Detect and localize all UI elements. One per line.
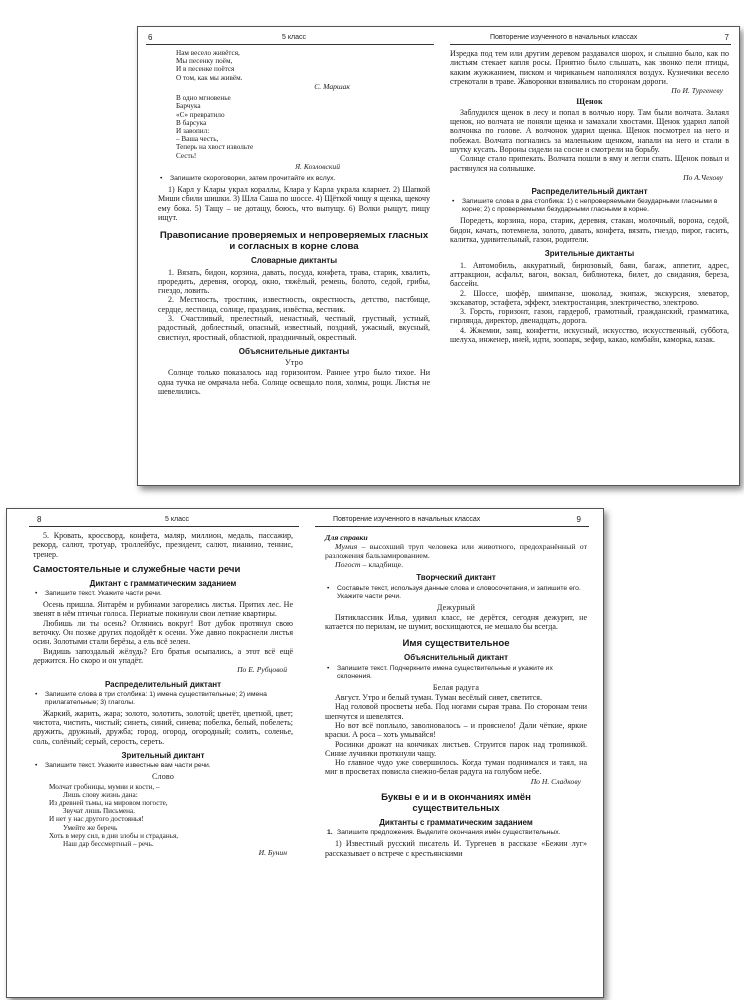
poem-author: С. Маршак: [314, 81, 350, 91]
page-number: 8: [37, 515, 42, 524]
subsection-title: Диктанты с грамматическим заданием: [379, 818, 533, 828]
section-title: Буквы е и и в окончаниях имён существительных: [381, 792, 531, 815]
text-author: По А.Чехову: [683, 172, 723, 182]
text-paragraph: Над головой просветы неба. Под ногами сырая трава. По сторонам тени шепчутся и шевелятся.: [325, 702, 587, 721]
section-title: Самостоятельные и служебные части речи: [33, 563, 241, 575]
task-instruction: • Запишите текст. Укажите части речи.: [35, 590, 162, 598]
poem-line: Молчат гробницы, мумии и кости, –: [49, 782, 160, 791]
subsection-title: Объяснительные диктанты: [238, 346, 350, 356]
task-instruction: • Запишите слова в три столбика: 1) имена существительные; 2) имена прилагательные; 3) глаголы.: [35, 690, 267, 706]
poem-line: Мы песенку поём,: [176, 57, 233, 66]
task-instruction: • Запишите скороговорки, затем прочитайте их вслух.: [160, 175, 336, 183]
word-list: 2. Шоссе, шофёр, шимпанзе, шоколад, экипаж, экскурсия, элеватор, экскаватор, эстафета, эффект, электростанция, электричество, электрово.: [450, 288, 729, 307]
running-head-title: Повторение изученного в начальных классах: [333, 516, 481, 523]
text-title: Дежурный: [436, 602, 476, 612]
subsection-title: Распределительный диктант: [531, 187, 648, 197]
poem-line: О том, как мы живём.: [176, 73, 243, 82]
page-number: 7: [724, 33, 729, 42]
page-body: [158, 49, 430, 481]
subsection-title: Словарные диктанты: [250, 256, 338, 266]
page-number: 6: [148, 33, 153, 42]
poem-line: Нам весело живётся,: [176, 49, 240, 57]
word-list: 1. Автомобиль, аккуратный, бирюзовый, баян, багаж, аппетит, адрес, аттракцион, асфальт, вагон, вокзал, библиотека, билет, до свидания, береза, бассейн.: [450, 260, 729, 289]
text-paragraph: Но главное чудо уже совершилось. Когда туман поднимался и таял, на миг в просветах повисла снежно-белая радуга на голубом небе.: [325, 758, 587, 777]
poem-line: Хоть в меру сил, в дни злобы и страданья,: [49, 831, 179, 840]
reference-entry: Погост – кладбище.: [335, 560, 404, 570]
poem-line: Барчука: [176, 102, 201, 111]
text-title: Щенок: [576, 97, 603, 107]
bottom-book-spread: [6, 508, 604, 998]
poem-author: И. Бунин: [258, 848, 287, 858]
poem-line: Сесть!: [176, 151, 197, 160]
poem-line: В барсука: [176, 118, 207, 127]
vocab-dictation-1: 1. Вязать, бидон, корзина, давать, посуда, конфета, трава, старик, хвалить, проредить, деревня, огород, окно, тяжёлый, ремень, болото, седой, грибы, гнездо, ловить.: [158, 267, 430, 296]
text-paragraph: Росинки дрожат на кончиках листьев. Струится парок над тропинкой. Синие лучинки проткнули чащу.: [325, 739, 587, 758]
text-author: По Е. Рубцовой: [237, 665, 287, 675]
poem-line: Умейте же беречь: [63, 823, 118, 832]
word-list: Поредеть, корзина, нора, старик, деревня, стакан, молочный, ворона, седой, бидон, качать, потемнела, золото, давать, конфета, вязать, гнездо, пирог, гасить, калитка, удивительный, газон, родители.: [450, 216, 729, 245]
page-body: [325, 531, 587, 993]
subsection-title: Зрительные диктанты: [544, 249, 635, 259]
page-7: [442, 27, 739, 485]
header-rule: [450, 44, 731, 45]
poem-title: Слово: [151, 772, 175, 782]
text-paragraph: Солнце стало припекать. Волчата пошли в яму и легли спать. Щенок повыл и растянулся на солнышке.: [450, 154, 729, 173]
poem-line: В одно мгновенье: [176, 94, 231, 103]
section-title: Имя существительное: [402, 638, 510, 650]
word-list: Жаркий, жарить, жара; золото, золотить, золотой; цветёт, цветной, цвет; чистота, чистить, чистый; синеть, синий, синева; побелка, белый, побелеть; дружить, дружный, дружба; город, огород, огородный; солить, соленье, соль, солёный; серый, серость, сереть.: [33, 708, 293, 746]
word-list: 4. Жжемии, заяц, конфетти, искусный, искусство, искусственный, суббота, шелуха, инженер, иней, идти, зоопарк, зефир, какао, комбайн, каморка, казак.: [450, 325, 729, 345]
text-paragraph: Осень пришла. Янтарём и рубинами загорелись листья. Притих лес. Не звенят в нём птичьи голоса. Пернатые покинули свои летние квартиры.: [33, 600, 293, 619]
poem-line: – Ваша честь,: [176, 135, 219, 144]
text-paragraph: Изредка под тем или другим деревом раздавался шорох, и слышно было, как по листьям стекает капля росы. Приятно было слышать, как звонко пели птицы, каким жужжанием, писком и чириканьем наполнялся воздух. Кузнечики весело стрекотали в траве. Жаворонки взвивались по сторонам дороги.: [450, 49, 729, 86]
page-6: [138, 27, 442, 485]
page-body: [33, 531, 293, 993]
text-paragraph: Август. Утро и белый туман. Туман весёлый сияет, светится.: [335, 693, 542, 703]
task-instruction: 1. Запишите предложения. Выделите окончания имён существительных.: [327, 829, 561, 837]
poem-line: И нет у нас другого достоянья!: [49, 815, 144, 824]
header-rule: [315, 526, 589, 527]
poem-line: «С» превратило: [176, 110, 225, 119]
poem-kozlovsky: [176, 94, 430, 160]
poem-line: Лишь слову жизнь дана:: [63, 790, 138, 799]
reference-heading: Для справки: [325, 533, 368, 542]
text-paragraph: Любишь ли ты осень? Оглянись вокруг! Вот дубок протянул свою веточку. Он позже других подойдёт к осени. Уже давно покраснели листья осин. Золотыми стали берёзы, а ель всё зелен.: [33, 618, 293, 647]
poem-line: Из древней тьмы, на мировом погосте,: [49, 799, 168, 808]
task-number: 1.: [327, 829, 333, 837]
poem-line: Наш дар бессмертный – речь.: [63, 840, 154, 849]
reference-entry: Мумия – высохший труп человека или животного, предохранённый от разложения бальзамированием.: [325, 542, 587, 561]
subsection-title: Объяснительный диктант: [403, 653, 509, 663]
top-book-spread: [137, 26, 740, 486]
section-title: Правописание проверяемых и непроверяемых гласных и согласных в корне слова: [159, 230, 429, 253]
poem-line: Звучат лишь Письмена.: [63, 807, 136, 816]
vocab-dictation-2: 2. Местность, тростник, известность, окрестность, детство, пастбище, сердце, лестница, солнце, праздник, извёстка, вестник.: [158, 295, 430, 314]
running-head-title: Повторение изученного в начальных классах: [490, 34, 638, 41]
poem-line: Теперь на хвост извольте: [176, 143, 254, 152]
poem-author: Я. Козловский: [295, 161, 340, 171]
text-author: По Н. Сладкову: [530, 776, 581, 786]
poem-line: И завопил:: [176, 126, 210, 135]
page-number: 9: [576, 515, 581, 524]
word-list: Пятиклассник Илья, удивил класс, не дерётся, сегодня дежурит, не катается по перилам, не шумит, восхищаются, не мешало бы всегда.: [325, 612, 587, 632]
task-instruction: • Запишите текст. Укажите известные вам части речи.: [35, 762, 211, 770]
running-head-title: 5 класс: [165, 516, 189, 523]
subsection-title: Зрительный диктант: [121, 751, 205, 761]
text-author: По И. Тургеневу: [671, 86, 723, 96]
vocab-dictation-3: 3. Счастливый, прелестный, ненастный, честный, грустный, устный, радостный, доблестный, опасный, известный, поздний, ужасный, вкусный, свистнул, яростный, областной, праздничный, окрестный.: [158, 314, 430, 342]
poem-bunin: [49, 783, 293, 849]
text-paragraph: Заблудился щенок в лесу и попал в волчью нору. Там были волчата. Залаял щенок, но волчата не поняли щенка и замахали хвостами. Щенок ударил лапой волчонка по голове. А волчонок ударил щенка. Щенок посмотрел на него и побежал. Волчата погнались за маленьким щенком, напали на него и стали в шутку кусать. Вороны сидели на сосне и смотрели на борьбу.: [450, 107, 729, 154]
page-body: [450, 49, 729, 481]
header-rule: [146, 44, 434, 45]
task-instruction: • Запишите слова в два столбика: 1) с непроверяемыми безударными гласными в корне; 2) с проверяемыми безударными гласными в корне.: [452, 198, 718, 214]
task-instruction: • Запишите текст. Подчеркните имена существительные и укажите их склонения.: [327, 664, 553, 680]
poem-line: И в песенке поётся: [176, 65, 235, 74]
word-list: 3. Горсть, горизонт, газон, гардероб, грамотный, гражданский, грамматика, гирлянда, директор, двенадцать, дорога.: [450, 307, 729, 326]
task-instruction: • Составьте текст, используя данные слова и словосочетания, и запишите его. Укажите части речи.: [327, 584, 581, 600]
subsection-title: Творческий диктант: [416, 573, 496, 583]
subsection-title: Распределительный диктант: [104, 679, 222, 689]
text-title: Утро: [284, 358, 304, 368]
text-paragraph: 1) Известный русский писатель И. Тургенев в рассказе «Бежин луг» рассказывает о встрече с крестьянскими: [325, 839, 587, 858]
tongue-twisters: 1) Карл у Клары украл кораллы, Клара у Карла украла кларнет. 2) Шапкой Миши сбили шишки. 3) Шла Саша по шоссе. 4) Щёткой чищу я щенка, щекочу ему бока. 5) Тащу – не дотащу, боюсь, что выпущу. 6) Волки рыщут, пищу ищут.: [158, 185, 430, 222]
page-8: [7, 509, 307, 997]
poem-marshak: [176, 49, 430, 82]
subsection-title: Диктант с грамматическим заданием: [89, 578, 237, 588]
word-list: 5. Кровать, кроссворд, конфета, маляр, миллион, медаль, пассажир, рекорд, салют, тротуар, троллейбус, президент, салют, пианино, теннис, тренер.: [33, 531, 293, 559]
text-title: Белая радуга: [432, 682, 480, 692]
page-9: [307, 509, 603, 997]
text-paragraph: Видишь запоздалый жёлудь? Его братья осыпались, а этот всё ещё держится. Но скоро и он упадёт.: [33, 646, 293, 665]
text-body: Солнце только показалось над горизонтом. Раннее утро было тихое. Ни одна тучка не омрачала неба. Солнце освещало поля, холмы, рощи. Листья не шевелились.: [158, 368, 430, 397]
text-paragraph: Но вот всё поплыло, заволновалось – и прояснело! Дали чёткие, яркие краски. А роса – хоть умывайся!: [325, 720, 587, 740]
header-rule: [29, 526, 299, 527]
running-head-title: 5 класс: [282, 34, 306, 41]
